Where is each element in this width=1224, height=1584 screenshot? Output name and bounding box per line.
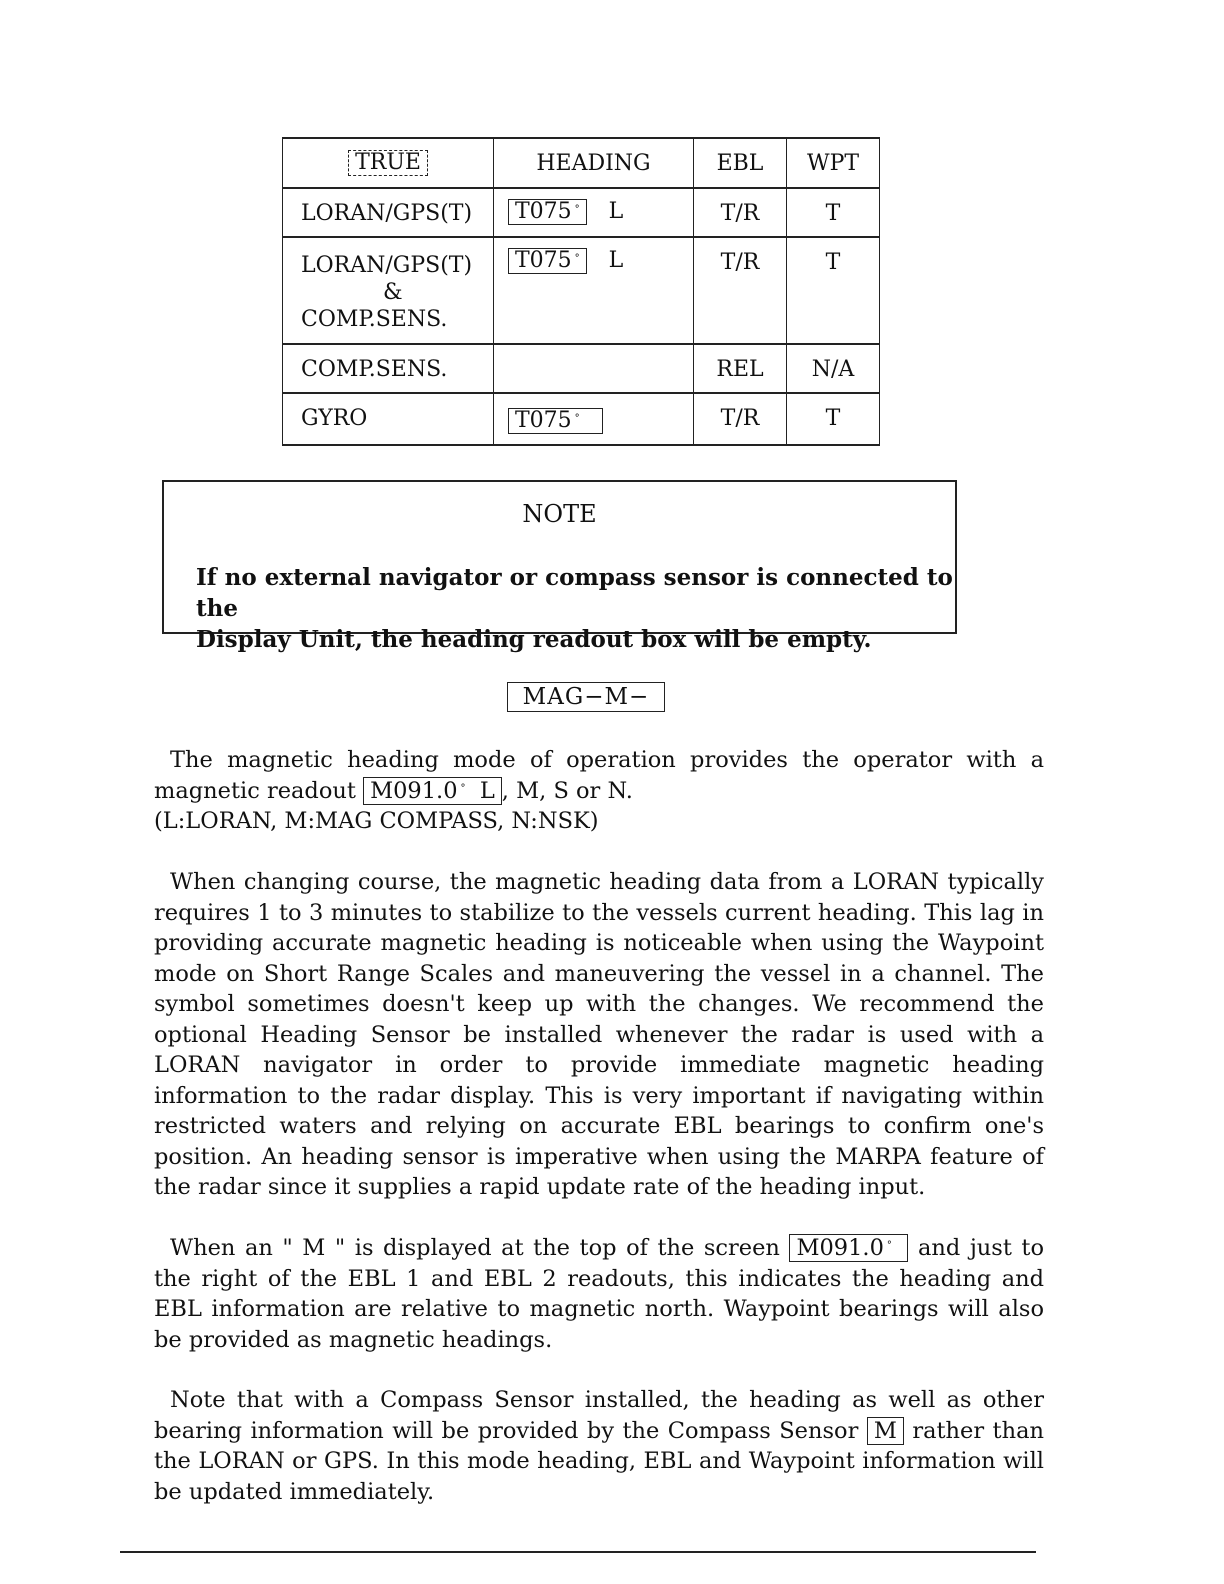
header-wpt: WPT xyxy=(787,138,880,188)
row-ebl: REL xyxy=(694,344,787,393)
mag-readout-box: M091.0 ° xyxy=(789,1234,908,1262)
row-heading-empty xyxy=(494,344,694,393)
header-heading: HEADING xyxy=(494,138,694,188)
table-row xyxy=(283,188,880,237)
row-mode: GYRO xyxy=(283,393,494,445)
table-row xyxy=(283,344,880,393)
paragraph-m-display: When an " M " is displayed at the top of the screen M091.0 ° and just to the right of the EBL 1 and EBL 2 readouts, this indicates the heading and EBL information are relative to magnetic north. Waypoint bearings will also be provided as magnetic headings. xyxy=(154,1235,1045,1353)
header-ebl: EBL xyxy=(694,138,787,188)
row-mode: LORAN/GPS(T) & COMP.SENS. xyxy=(283,237,494,344)
row-ebl: T/R xyxy=(694,237,787,344)
paragraph-compass-sensor: Note that with a Compass Sensor installed, the heading as well as other bearing information will be provided by the Compass Sensor M rather than the LORAN or GPS. In this mode heading, EBL and Waypoint information will be updated immediately. xyxy=(154,1387,1044,1505)
row-mode: LORAN/GPS(T) xyxy=(283,188,494,237)
paragraph-mag-intro: The magnetic heading mode of operation provides the operator with a magnetic readout M091.0 ° L , M, S or N. (L:LORAN, M:MAG COMPASS, N:NSK) xyxy=(154,747,1044,834)
page-footer-rule xyxy=(120,1551,1036,1553)
row-ebl: T/R xyxy=(694,188,787,237)
true-mode-label: TRUE xyxy=(348,150,428,176)
header-mode xyxy=(283,138,494,188)
heading-readout-box: T075 ° xyxy=(508,199,587,225)
row-heading: T075 ° L xyxy=(494,188,694,237)
table-header-row xyxy=(283,138,880,188)
paragraph-loran-lag: When changing course, the magnetic heading data from a LORAN typically requires 1 to 3 minutes to stabilize to the vessels current heading. This lag in providing accurate magnetic heading is noticeable when using the Waypoint mode on Short Range Scales and maneuvering the vessel in a channel. The symbol sometimes doesn't keep up with the changes. We recommend the optional Heading Sensor be installed whenever the radar is used with a LORAN navigator in order to provide immediate magnetic heading information to the radar display. This is very important if navigating within restricted waters and relying on accurate EBL bearings to confirm one's position. An heading sensor is imperative when using the MARPA feature of the radar since it supplies a rapid update rate of the heading input. xyxy=(154,869,1044,1200)
row-wpt: N/A xyxy=(787,344,880,393)
row-mode: COMP.SENS. xyxy=(283,344,494,393)
note-title: NOTE xyxy=(522,500,597,528)
row-heading xyxy=(494,393,694,445)
table-row xyxy=(283,393,880,445)
row-wpt: T xyxy=(787,188,880,237)
row-wpt: T xyxy=(787,393,880,445)
row-heading: T075 ° L xyxy=(494,237,694,344)
mag-mode-title: MAG−M− xyxy=(507,682,665,712)
table-row xyxy=(283,237,880,344)
row-wpt: T xyxy=(787,237,880,344)
compass-sensor-box: M xyxy=(867,1417,904,1445)
note-text: If no external navigator or compass sensor is connected to the Display Unit, the heading readout box will be empty. xyxy=(196,564,953,653)
heading-mode-table xyxy=(282,137,880,446)
row-ebl: T/R xyxy=(694,393,787,445)
note-box xyxy=(162,480,957,653)
heading-readout-box: T075 ° xyxy=(508,248,587,274)
mag-readout-box: M091.0 ° L xyxy=(363,777,502,805)
heading-readout-box: T075 ° xyxy=(508,408,603,434)
